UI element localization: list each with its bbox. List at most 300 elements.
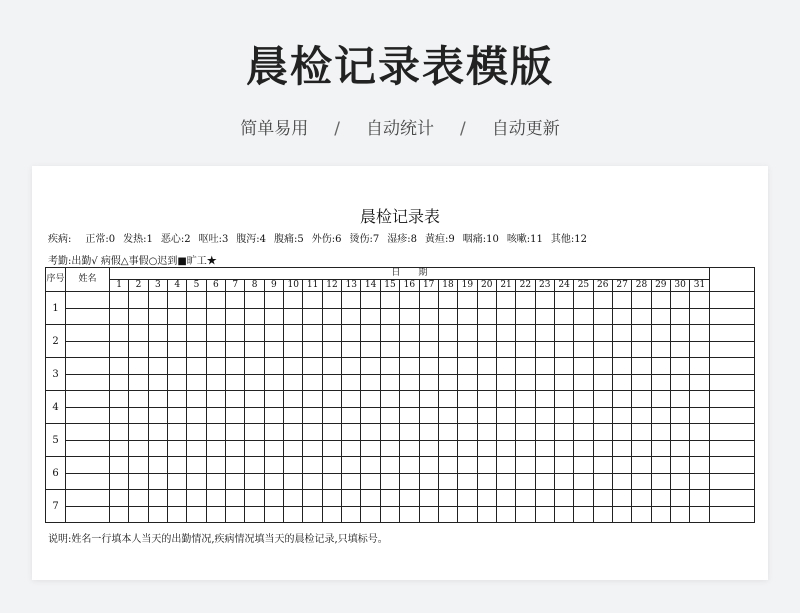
record-cell[interactable]	[264, 490, 283, 507]
record-cell[interactable]	[477, 473, 496, 490]
record-cell[interactable]	[632, 440, 651, 457]
record-cell[interactable]	[148, 407, 167, 424]
record-cell[interactable]	[168, 358, 187, 375]
record-cell[interactable]	[206, 358, 225, 375]
record-cell[interactable]	[361, 424, 380, 441]
record-cell[interactable]	[690, 473, 709, 490]
record-cell[interactable]	[496, 374, 515, 391]
record-cell[interactable]	[284, 490, 303, 507]
record-cell[interactable]	[226, 424, 245, 441]
record-cell[interactable]	[612, 506, 631, 523]
record-cell[interactable]	[148, 424, 167, 441]
record-cell[interactable]	[554, 325, 573, 342]
record-cell[interactable]	[400, 506, 419, 523]
record-cell[interactable]	[632, 506, 651, 523]
record-cell[interactable]	[554, 374, 573, 391]
record-cell[interactable]	[129, 374, 148, 391]
record-cell[interactable]	[303, 490, 322, 507]
record-cell[interactable]	[574, 473, 593, 490]
record-cell[interactable]	[380, 473, 399, 490]
record-cell[interactable]	[690, 391, 709, 408]
record-cell[interactable]	[670, 308, 689, 325]
record-cell[interactable]	[574, 424, 593, 441]
record-cell[interactable]	[593, 341, 612, 358]
record-cell[interactable]	[554, 407, 573, 424]
record-cell[interactable]	[206, 374, 225, 391]
record-cell[interactable]	[651, 473, 670, 490]
record-cell[interactable]	[651, 358, 670, 375]
record-cell[interactable]	[226, 473, 245, 490]
record-cell[interactable]	[187, 407, 206, 424]
record-cell[interactable]	[516, 440, 535, 457]
record-cell[interactable]	[303, 457, 322, 474]
record-cell[interactable]	[632, 325, 651, 342]
record-cell[interactable]	[284, 391, 303, 408]
record-cell[interactable]	[516, 506, 535, 523]
record-cell[interactable]	[361, 374, 380, 391]
record-cell[interactable]	[458, 440, 477, 457]
record-cell[interactable]	[245, 308, 264, 325]
record-cell[interactable]	[574, 490, 593, 507]
record-cell[interactable]	[458, 308, 477, 325]
record-cell[interactable]	[110, 506, 129, 523]
record-cell[interactable]	[303, 374, 322, 391]
record-cell[interactable]	[593, 440, 612, 457]
record-cell[interactable]	[612, 424, 631, 441]
record-cell[interactable]	[419, 358, 438, 375]
record-cell[interactable]	[496, 440, 515, 457]
record-cell[interactable]	[438, 457, 457, 474]
record-cell[interactable]	[187, 490, 206, 507]
record-cell[interactable]	[342, 341, 361, 358]
record-cell[interactable]	[419, 308, 438, 325]
record-cell[interactable]	[284, 457, 303, 474]
record-cell[interactable]	[458, 407, 477, 424]
record-cell[interactable]	[670, 391, 689, 408]
record-cell[interactable]	[574, 325, 593, 342]
record-cell[interactable]	[477, 358, 496, 375]
record-cell[interactable]	[342, 358, 361, 375]
record-cell[interactable]	[206, 391, 225, 408]
record-cell[interactable]	[110, 292, 129, 309]
record-cell[interactable]	[322, 391, 341, 408]
record-cell[interactable]	[670, 457, 689, 474]
record-cell[interactable]	[361, 292, 380, 309]
record-cell[interactable]	[342, 424, 361, 441]
record-cell[interactable]	[438, 325, 457, 342]
record-cell[interactable]	[690, 440, 709, 457]
record-cell[interactable]	[593, 292, 612, 309]
record-cell[interactable]	[651, 341, 670, 358]
record-cell[interactable]	[168, 473, 187, 490]
record-cell[interactable]	[361, 391, 380, 408]
record-cell[interactable]	[516, 490, 535, 507]
record-cell[interactable]	[110, 308, 129, 325]
record-cell[interactable]	[651, 391, 670, 408]
record-cell[interactable]	[593, 374, 612, 391]
record-cell[interactable]	[303, 407, 322, 424]
record-cell[interactable]	[187, 473, 206, 490]
record-cell[interactable]	[477, 292, 496, 309]
record-cell[interactable]	[612, 308, 631, 325]
record-cell[interactable]	[129, 325, 148, 342]
record-cell[interactable]	[380, 506, 399, 523]
record-cell[interactable]	[651, 308, 670, 325]
record-cell[interactable]	[226, 490, 245, 507]
record-cell[interactable]	[206, 506, 225, 523]
record-cell[interactable]	[168, 407, 187, 424]
record-cell[interactable]	[400, 374, 419, 391]
record-cell[interactable]	[187, 457, 206, 474]
record-cell[interactable]	[632, 490, 651, 507]
record-cell[interactable]	[632, 341, 651, 358]
record-cell[interactable]	[574, 374, 593, 391]
record-cell[interactable]	[206, 424, 225, 441]
record-cell[interactable]	[400, 292, 419, 309]
record-cell[interactable]	[168, 292, 187, 309]
record-cell[interactable]	[612, 292, 631, 309]
record-cell[interactable]	[322, 490, 341, 507]
record-cell[interactable]	[342, 391, 361, 408]
record-cell[interactable]	[110, 374, 129, 391]
record-cell[interactable]	[129, 292, 148, 309]
record-cell[interactable]	[612, 358, 631, 375]
record-cell[interactable]	[535, 407, 554, 424]
record-cell[interactable]	[129, 473, 148, 490]
record-cell[interactable]	[361, 308, 380, 325]
record-cell[interactable]	[245, 506, 264, 523]
record-cell[interactable]	[419, 424, 438, 441]
record-cell[interactable]	[574, 457, 593, 474]
record-cell[interactable]	[612, 473, 631, 490]
record-cell[interactable]	[264, 424, 283, 441]
record-cell[interactable]	[168, 424, 187, 441]
record-cell[interactable]	[458, 457, 477, 474]
record-cell[interactable]	[148, 341, 167, 358]
record-cell[interactable]	[516, 457, 535, 474]
record-cell[interactable]	[516, 424, 535, 441]
record-cell[interactable]	[264, 440, 283, 457]
record-cell[interactable]	[419, 407, 438, 424]
record-cell[interactable]	[322, 341, 341, 358]
record-cell[interactable]	[245, 457, 264, 474]
record-cell[interactable]	[554, 473, 573, 490]
record-cell[interactable]	[593, 473, 612, 490]
record-cell[interactable]	[690, 341, 709, 358]
record-cell[interactable]	[342, 308, 361, 325]
record-cell[interactable]	[593, 457, 612, 474]
record-cell[interactable]	[632, 457, 651, 474]
record-cell[interactable]	[458, 358, 477, 375]
record-cell[interactable]	[574, 391, 593, 408]
record-cell[interactable]	[187, 374, 206, 391]
record-cell[interactable]	[670, 325, 689, 342]
record-cell[interactable]	[670, 490, 689, 507]
record-cell[interactable]	[477, 424, 496, 441]
record-cell[interactable]	[516, 308, 535, 325]
record-cell[interactable]	[245, 292, 264, 309]
record-cell[interactable]	[419, 374, 438, 391]
record-cell[interactable]	[574, 308, 593, 325]
record-cell[interactable]	[458, 506, 477, 523]
record-cell[interactable]	[554, 308, 573, 325]
record-cell[interactable]	[670, 506, 689, 523]
record-cell[interactable]	[168, 374, 187, 391]
record-cell[interactable]	[612, 440, 631, 457]
record-cell[interactable]	[168, 341, 187, 358]
record-cell[interactable]	[148, 374, 167, 391]
record-cell[interactable]	[632, 473, 651, 490]
record-cell[interactable]	[110, 341, 129, 358]
record-cell[interactable]	[496, 506, 515, 523]
record-cell[interactable]	[438, 407, 457, 424]
record-cell[interactable]	[322, 473, 341, 490]
record-cell[interactable]	[496, 424, 515, 441]
record-cell[interactable]	[380, 490, 399, 507]
record-cell[interactable]	[187, 325, 206, 342]
record-cell[interactable]	[477, 391, 496, 408]
record-cell[interactable]	[284, 424, 303, 441]
record-cell[interactable]	[670, 407, 689, 424]
record-cell[interactable]	[168, 391, 187, 408]
record-cell[interactable]	[226, 292, 245, 309]
record-cell[interactable]	[612, 490, 631, 507]
record-cell[interactable]	[593, 490, 612, 507]
record-cell[interactable]	[496, 490, 515, 507]
record-cell[interactable]	[322, 292, 341, 309]
record-cell[interactable]	[438, 308, 457, 325]
record-cell[interactable]	[129, 506, 148, 523]
record-cell[interactable]	[284, 506, 303, 523]
record-cell[interactable]	[612, 457, 631, 474]
record-cell[interactable]	[477, 440, 496, 457]
record-cell[interactable]	[226, 325, 245, 342]
record-cell[interactable]	[419, 391, 438, 408]
record-cell[interactable]	[303, 506, 322, 523]
record-cell[interactable]	[226, 440, 245, 457]
record-cell[interactable]	[496, 308, 515, 325]
record-cell[interactable]	[400, 407, 419, 424]
record-cell[interactable]	[419, 325, 438, 342]
record-cell[interactable]	[284, 341, 303, 358]
record-cell[interactable]	[496, 358, 515, 375]
record-cell[interactable]	[670, 358, 689, 375]
record-cell[interactable]	[516, 407, 535, 424]
record-cell[interactable]	[496, 391, 515, 408]
record-cell[interactable]	[303, 358, 322, 375]
record-cell[interactable]	[554, 292, 573, 309]
record-cell[interactable]	[206, 325, 225, 342]
record-cell[interactable]	[400, 391, 419, 408]
record-cell[interactable]	[554, 490, 573, 507]
record-cell[interactable]	[148, 292, 167, 309]
record-cell[interactable]	[284, 374, 303, 391]
record-cell[interactable]	[322, 325, 341, 342]
record-cell[interactable]	[632, 308, 651, 325]
record-cell[interactable]	[438, 358, 457, 375]
record-cell[interactable]	[206, 490, 225, 507]
record-cell[interactable]	[458, 391, 477, 408]
record-cell[interactable]	[651, 506, 670, 523]
record-cell[interactable]	[458, 325, 477, 342]
record-cell[interactable]	[206, 457, 225, 474]
record-cell[interactable]	[303, 308, 322, 325]
record-cell[interactable]	[148, 490, 167, 507]
record-cell[interactable]	[129, 490, 148, 507]
record-cell[interactable]	[148, 473, 167, 490]
record-cell[interactable]	[458, 424, 477, 441]
record-cell[interactable]	[651, 407, 670, 424]
record-cell[interactable]	[226, 457, 245, 474]
record-cell[interactable]	[361, 341, 380, 358]
record-cell[interactable]	[535, 506, 554, 523]
record-cell[interactable]	[245, 391, 264, 408]
record-cell[interactable]	[361, 457, 380, 474]
record-cell[interactable]	[419, 341, 438, 358]
record-cell[interactable]	[284, 292, 303, 309]
record-cell[interactable]	[284, 440, 303, 457]
record-cell[interactable]	[264, 407, 283, 424]
record-cell[interactable]	[284, 407, 303, 424]
record-cell[interactable]	[651, 457, 670, 474]
record-cell[interactable]	[380, 374, 399, 391]
record-cell[interactable]	[400, 358, 419, 375]
record-cell[interactable]	[438, 374, 457, 391]
record-cell[interactable]	[284, 325, 303, 342]
record-cell[interactable]	[264, 391, 283, 408]
record-cell[interactable]	[361, 506, 380, 523]
record-cell[interactable]	[129, 424, 148, 441]
record-cell[interactable]	[380, 457, 399, 474]
record-cell[interactable]	[458, 292, 477, 309]
record-cell[interactable]	[400, 424, 419, 441]
record-cell[interactable]	[419, 457, 438, 474]
record-cell[interactable]	[110, 407, 129, 424]
record-cell[interactable]	[400, 325, 419, 342]
record-cell[interactable]	[438, 391, 457, 408]
record-cell[interactable]	[284, 308, 303, 325]
record-cell[interactable]	[110, 358, 129, 375]
record-cell[interactable]	[148, 325, 167, 342]
record-cell[interactable]	[380, 424, 399, 441]
record-cell[interactable]	[535, 292, 554, 309]
record-cell[interactable]	[303, 325, 322, 342]
record-cell[interactable]	[148, 440, 167, 457]
record-cell[interactable]	[264, 374, 283, 391]
record-cell[interactable]	[168, 457, 187, 474]
record-cell[interactable]	[129, 457, 148, 474]
record-cell[interactable]	[264, 358, 283, 375]
record-cell[interactable]	[206, 292, 225, 309]
record-cell[interactable]	[322, 358, 341, 375]
record-cell[interactable]	[245, 424, 264, 441]
record-cell[interactable]	[651, 490, 670, 507]
record-cell[interactable]	[245, 407, 264, 424]
record-cell[interactable]	[110, 473, 129, 490]
record-cell[interactable]	[670, 473, 689, 490]
record-cell[interactable]	[554, 424, 573, 441]
record-cell[interactable]	[322, 440, 341, 457]
record-cell[interactable]	[612, 407, 631, 424]
record-cell[interactable]	[670, 440, 689, 457]
record-cell[interactable]	[206, 407, 225, 424]
record-cell[interactable]	[458, 473, 477, 490]
record-cell[interactable]	[245, 440, 264, 457]
record-cell[interactable]	[496, 457, 515, 474]
record-cell[interactable]	[419, 506, 438, 523]
record-cell[interactable]	[612, 374, 631, 391]
record-cell[interactable]	[129, 358, 148, 375]
record-cell[interactable]	[496, 341, 515, 358]
record-cell[interactable]	[400, 473, 419, 490]
record-cell[interactable]	[554, 391, 573, 408]
record-cell[interactable]	[438, 506, 457, 523]
record-cell[interactable]	[245, 341, 264, 358]
record-cell[interactable]	[690, 457, 709, 474]
record-cell[interactable]	[110, 457, 129, 474]
record-cell[interactable]	[593, 308, 612, 325]
record-cell[interactable]	[516, 374, 535, 391]
record-cell[interactable]	[651, 440, 670, 457]
record-cell[interactable]	[187, 506, 206, 523]
record-cell[interactable]	[651, 424, 670, 441]
record-cell[interactable]	[342, 440, 361, 457]
record-cell[interactable]	[226, 358, 245, 375]
record-cell[interactable]	[264, 506, 283, 523]
record-cell[interactable]	[574, 358, 593, 375]
record-cell[interactable]	[168, 440, 187, 457]
record-cell[interactable]	[361, 490, 380, 507]
record-cell[interactable]	[690, 407, 709, 424]
record-cell[interactable]	[129, 407, 148, 424]
record-cell[interactable]	[690, 506, 709, 523]
record-cell[interactable]	[535, 325, 554, 342]
record-cell[interactable]	[148, 506, 167, 523]
record-cell[interactable]	[690, 374, 709, 391]
record-cell[interactable]	[593, 358, 612, 375]
record-cell[interactable]	[593, 506, 612, 523]
record-cell[interactable]	[612, 325, 631, 342]
record-cell[interactable]	[187, 341, 206, 358]
record-cell[interactable]	[690, 358, 709, 375]
record-cell[interactable]	[554, 440, 573, 457]
record-cell[interactable]	[516, 292, 535, 309]
record-cell[interactable]	[187, 308, 206, 325]
record-cell[interactable]	[342, 490, 361, 507]
record-cell[interactable]	[612, 341, 631, 358]
record-cell[interactable]	[516, 341, 535, 358]
record-cell[interactable]	[458, 341, 477, 358]
record-cell[interactable]	[632, 391, 651, 408]
record-cell[interactable]	[110, 424, 129, 441]
record-cell[interactable]	[226, 506, 245, 523]
record-cell[interactable]	[380, 358, 399, 375]
record-cell[interactable]	[206, 341, 225, 358]
record-cell[interactable]	[496, 325, 515, 342]
record-cell[interactable]	[438, 341, 457, 358]
record-cell[interactable]	[284, 473, 303, 490]
record-cell[interactable]	[651, 292, 670, 309]
record-cell[interactable]	[226, 407, 245, 424]
record-cell[interactable]	[535, 424, 554, 441]
record-cell[interactable]	[110, 325, 129, 342]
record-cell[interactable]	[632, 407, 651, 424]
record-cell[interactable]	[419, 473, 438, 490]
record-cell[interactable]	[400, 341, 419, 358]
record-cell[interactable]	[535, 490, 554, 507]
record-cell[interactable]	[535, 374, 554, 391]
record-cell[interactable]	[690, 424, 709, 441]
